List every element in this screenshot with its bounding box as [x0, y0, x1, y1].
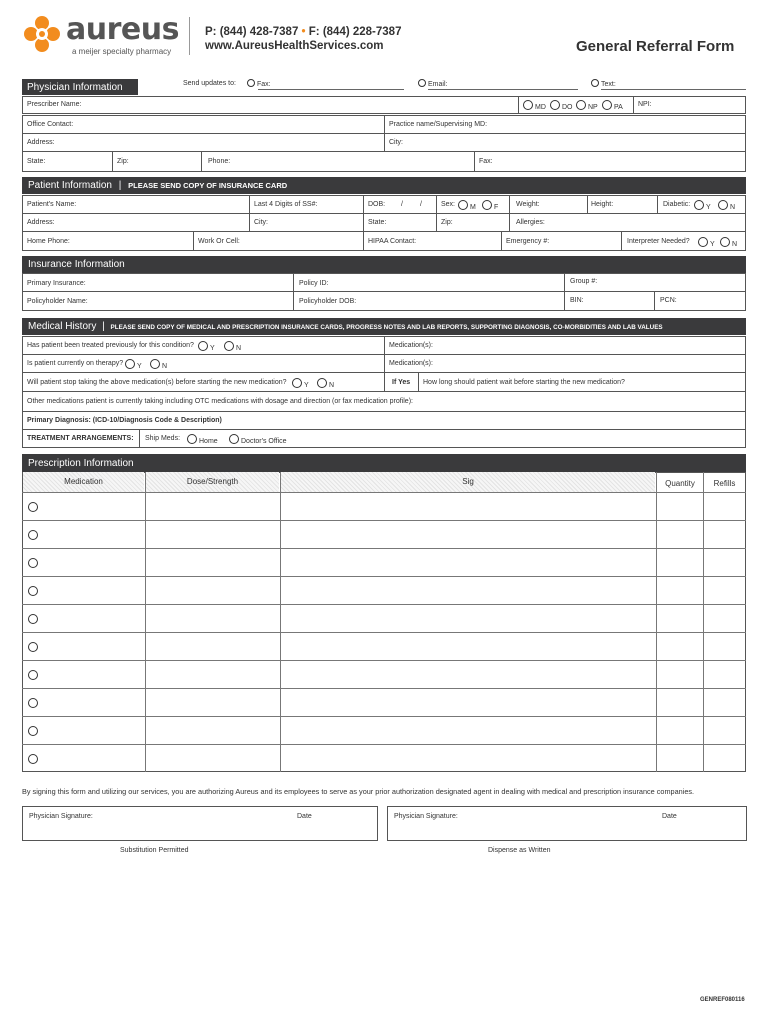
row-select-radio-icon[interactable] [28, 558, 38, 568]
work-cell-field[interactable]: Work Or Cell: [193, 231, 364, 251]
col-refills-header: Refills [713, 479, 736, 488]
radio-icon [198, 341, 208, 351]
policyholder-name-field[interactable]: Policyholder Name: [22, 291, 294, 311]
medications-field-1[interactable]: Medication(s): [384, 336, 746, 355]
emergency-field[interactable]: Emergency #: [501, 231, 622, 251]
insurance-section-bar [22, 256, 746, 273]
pcn-field[interactable]: PCN: [654, 291, 746, 311]
text-option[interactable]: Text: [591, 79, 616, 88]
radio-icon [187, 434, 197, 444]
primary-insurance-field[interactable]: Primary Insurance: [22, 273, 294, 292]
patient-zip-field[interactable]: Zip: [436, 213, 510, 232]
brand-tagline: a meijer specialty pharmacy [72, 47, 172, 56]
primary-diagnosis-field[interactable]: Primary Diagnosis: (ICD-10/Diagnosis Code & Description) [22, 411, 746, 430]
physician-city-field[interactable]: City: [384, 133, 746, 152]
radio-icon [482, 200, 492, 210]
patient-address-field[interactable]: Address: [22, 213, 250, 232]
prescription-section-bar [22, 454, 746, 473]
row-select-radio-icon[interactable] [28, 698, 38, 708]
website-link[interactable]: www.AureusHealthServices.com [205, 40, 384, 52]
physician-state-field[interactable]: State: [22, 151, 113, 172]
prescription-row[interactable] [22, 716, 746, 744]
radio-icon [694, 200, 704, 210]
credential-pa[interactable]: PA [602, 100, 623, 111]
npi-field[interactable]: NPI: [633, 96, 746, 114]
policy-id-field[interactable]: Policy ID: [293, 273, 565, 292]
brand-name: aureus [66, 12, 179, 47]
patient-city-field[interactable]: City: [249, 213, 364, 232]
form-code: GENREF080116 [700, 997, 745, 1003]
medical-section-title: Medical History [28, 321, 97, 332]
sex-field: Sex: M F [436, 195, 510, 214]
prescription-row[interactable] [22, 688, 746, 716]
col-quantity-header: Quantity [665, 479, 695, 488]
radio-icon [523, 100, 533, 110]
prescription-rows [22, 492, 746, 772]
radio-icon [718, 200, 728, 210]
patient-section-bar: Patient Information | PLEASE SEND COPY OF INSURANCE CARD [22, 177, 746, 194]
radio-icon[interactable] [247, 79, 255, 87]
header-divider [189, 17, 190, 55]
ship-doctors-office-option[interactable]: Doctor's Office [229, 434, 287, 445]
patient-name-field[interactable]: Patient's Name: [22, 195, 250, 214]
practice-name-field[interactable]: Practice name/Supervising MD: [384, 115, 746, 134]
hipaa-contact-field[interactable]: HIPAA Contact: [363, 231, 502, 251]
interpreter-yes-option[interactable]: Y [698, 237, 715, 248]
physician-fax-field[interactable]: Fax: [474, 151, 746, 172]
dispense-as-written-label: Dispense as Written [488, 847, 551, 854]
if-yes-label-cell: If Yes [384, 372, 419, 392]
fax-number: F: (844) 228-7387 [308, 26, 402, 38]
patient-section-note: PLEASE SEND COPY OF INSURANCE CARD [128, 181, 288, 190]
medical-section-bar: Medical History | PLEASE SEND COPY OF MEDICAL AND PRESCRIPTION INSURANCE CARDS, PROGRESS NOTES AND LAB REPORTS, SUPPORTING DIAGNOSIS, CO-MORBIDITIES AND LAB VALUES [22, 318, 746, 335]
sex-female-option[interactable]: F [482, 200, 498, 211]
contact-line [205, 26, 401, 38]
allergies-field[interactable]: Allergies: [509, 213, 746, 232]
prescription-row[interactable] [22, 744, 746, 772]
prescription-row[interactable] [22, 576, 746, 604]
radio-icon [224, 341, 234, 351]
treated-no-option[interactable]: N [224, 341, 241, 352]
diabetic-no-option[interactable]: N [718, 200, 735, 211]
treated-previously-field: Has patient been treated previously for this condition? Y N [22, 336, 385, 355]
row-select-radio-icon[interactable] [28, 670, 38, 680]
credential-np[interactable]: NP [576, 100, 598, 111]
email-underline [428, 89, 578, 90]
radio-icon [458, 200, 468, 210]
col-dose-header: Dose/Strength [146, 472, 279, 492]
aureus-flower-icon [22, 14, 62, 54]
treatment-arrangements-label: TREATMENT ARRANGEMENTS: [22, 429, 140, 448]
home-phone-field[interactable]: Home Phone: [22, 231, 194, 251]
last4-ss-field[interactable]: Last 4 Digits of SS#: [249, 195, 364, 214]
physician-section-title: Physician Information [27, 82, 123, 93]
bullet-dot: • [301, 26, 306, 38]
row-select-radio-icon[interactable] [28, 642, 38, 652]
prescription-row[interactable] [22, 548, 746, 576]
fax-option[interactable]: Fax: [247, 79, 271, 88]
radio-icon [317, 378, 327, 388]
interpreter-no-option[interactable]: N [720, 237, 737, 248]
insurance-section-title: Insurance Information [28, 259, 125, 270]
email-option[interactable]: Email: [418, 79, 447, 88]
radio-icon [602, 100, 612, 110]
radio-icon [576, 100, 586, 110]
radio-icon [292, 378, 302, 388]
prescription-section-title: Prescription Information [28, 458, 134, 469]
prescription-row[interactable] [22, 660, 746, 688]
radio-icon[interactable] [591, 79, 599, 87]
stop-no-option[interactable]: N [317, 378, 334, 389]
on-therapy-field: Is patient currently on therapy? Y N [22, 354, 385, 373]
credential-do[interactable]: DO [550, 100, 573, 111]
radio-icon[interactable] [418, 79, 426, 87]
diabetic-yes-option[interactable]: Y [694, 200, 711, 211]
prescription-row[interactable] [22, 492, 746, 520]
prescription-row[interactable] [22, 520, 746, 548]
height-field[interactable]: Height: [587, 195, 658, 214]
patient-section-title: Patient Information [28, 180, 112, 191]
treated-yes-option[interactable]: Y [198, 341, 215, 352]
radio-icon [698, 237, 708, 247]
radio-icon [720, 237, 730, 247]
credential-md[interactable]: MD [523, 100, 546, 111]
substitution-permitted-label: Substitution Permitted [120, 847, 189, 854]
prescriber-name-field[interactable]: Prescriber Name: [22, 96, 519, 114]
radio-icon [550, 100, 560, 110]
dob-field[interactable]: DOB: / / [363, 195, 437, 214]
col-sig-header: Sig [281, 472, 655, 492]
credentials-field [518, 96, 634, 114]
row-select-radio-icon[interactable] [28, 726, 38, 736]
sex-male-option[interactable]: M [458, 200, 476, 211]
ship-home-option[interactable]: Home [187, 434, 218, 445]
policyholder-dob-field[interactable]: Policyholder DOB: [293, 291, 565, 311]
ship-meds-field: Ship Meds: Home Doctor's Office [139, 429, 746, 448]
group-field[interactable]: Group #: [564, 273, 746, 292]
fax-underline [258, 89, 404, 90]
stop-yes-option[interactable]: Y [292, 378, 309, 389]
row-select-radio-icon[interactable] [28, 530, 38, 540]
phone-number: P: (844) 428-7387 [205, 26, 299, 38]
interpreter-field: Interpreter Needed? Y N [621, 231, 746, 251]
stop-medication-field: Will patient stop taking the above medication(s) before starting the new medication? Y N [22, 372, 385, 392]
therapy-no-option[interactable]: N [150, 359, 167, 370]
medical-section-note: PLEASE SEND COPY OF MEDICAL AND PRESCRIPTION INSURANCE CARDS, PROGRESS NOTES AND LAB REPORTS, SUPPORTING DIAGNOSIS, CO-MORBIDITIES AND LAB VALUES [110, 324, 663, 331]
bin-field[interactable]: BIN: [564, 291, 655, 311]
send-updates-label: Send updates to: [183, 80, 236, 87]
aureus-logo [22, 12, 182, 58]
form-title: General Referral Form [576, 38, 735, 55]
row-select-radio-icon[interactable] [28, 502, 38, 512]
radio-icon [125, 359, 135, 369]
medications-field-2[interactable]: Medication(s): [384, 354, 746, 373]
row-select-radio-icon[interactable] [28, 586, 38, 596]
radio-icon [150, 359, 160, 369]
physician-address-field[interactable]: Address: [22, 133, 385, 152]
weight-field[interactable]: Weight: [509, 195, 588, 214]
prescription-row[interactable] [22, 604, 746, 632]
prescription-row[interactable] [22, 632, 746, 660]
authorization-statement: By signing this form and utilizing our services, you are authorizing Aureus and its employees to serve as your prior authorization designated agent in dealing with medical and prescription insurance companies. [22, 787, 695, 796]
physician-section-tab [22, 79, 138, 95]
patient-state-field[interactable]: State: [363, 213, 437, 232]
wait-time-field[interactable]: How long should patient wait before starting the new medication? [418, 372, 746, 392]
text-underline [601, 89, 746, 90]
office-contact-field[interactable]: Office Contact: [22, 115, 385, 134]
col-medication-header: Medication [23, 472, 144, 492]
therapy-yes-option[interactable]: Y [125, 359, 142, 370]
row-select-radio-icon[interactable] [28, 754, 38, 764]
radio-icon [229, 434, 239, 444]
physician-signature-left[interactable]: Physician Signature: Date [22, 806, 378, 841]
row-select-radio-icon[interactable] [28, 614, 38, 624]
physician-signature-right[interactable]: Physician Signature: Date [387, 806, 747, 841]
physician-phone-field[interactable]: Phone: [201, 151, 475, 172]
physician-zip-field[interactable]: Zip: [112, 151, 202, 172]
diabetic-field: Diabetic: Y N [657, 195, 746, 214]
otc-medications-field[interactable]: Other medications patient is currently taking including OTC medications with dosage and direction (or fax medication profile): [22, 391, 746, 412]
